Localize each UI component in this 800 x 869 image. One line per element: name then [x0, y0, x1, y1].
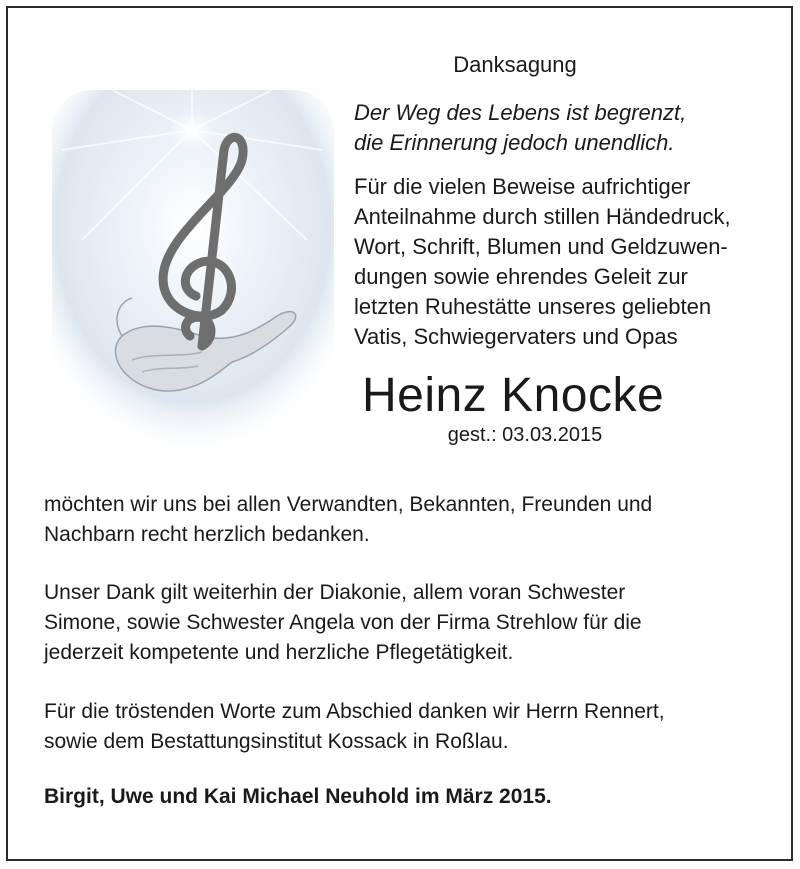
quote-line: Der Weg des Lebens ist begrenzt,: [354, 100, 687, 125]
paragraph-line: sowie dem Bestattungsinstitut Kossack in Roßlau.: [44, 730, 509, 753]
diakonie-paragraph: [44, 578, 784, 668]
intro-line: Wort, Schrift, Blumen und Geldzuwen-: [354, 234, 728, 259]
intro-line: Für die vielen Beweise aufrichtiger: [354, 174, 691, 199]
paragraph-line: Nachbarn recht herzlich bedanken.: [44, 523, 370, 546]
deceased-name: Heinz Knocke: [362, 369, 665, 422]
farewell-paragraph: [44, 697, 784, 757]
intro-line: dungen sowie ehrendes Geleit zur: [354, 264, 688, 289]
paragraph-line: Simone, sowie Schwester Angela von der Firma Strehlow für die: [44, 611, 642, 634]
hand-with-treble-clef-image: [52, 90, 334, 450]
signature: Birgit, Uwe und Kai Michael Neuhold im März 2015.: [44, 785, 552, 808]
intro-text: [354, 172, 784, 352]
paragraph-line: Für die tröstenden Worte zum Abschied danken wir Herrn Rennert,: [44, 700, 665, 723]
paragraph-line: Unser Dank gilt weiterhin der Diakonie, allem voran Schwester: [44, 581, 626, 604]
heading: Danksagung: [453, 52, 577, 77]
quote-line: die Erinnerung jedoch unendlich.: [354, 130, 675, 155]
paragraph-line: möchten wir uns bei allen Verwandten, Bekannten, Freunden und: [44, 493, 653, 516]
death-date: gest.: 03.03.2015: [447, 424, 603, 446]
paragraph-line: jederzeit kompetente und herzliche Pflegetätigkeit.: [44, 641, 514, 664]
quote: [354, 98, 774, 158]
intro-line: Anteilnahme durch stillen Händedruck,: [354, 204, 731, 229]
thanks-paragraph: [44, 490, 784, 550]
intro-line: letzten Ruhestätte unseres geliebten: [354, 294, 712, 319]
intro-line: Vatis, Schwiegervaters und Opas: [354, 324, 678, 349]
